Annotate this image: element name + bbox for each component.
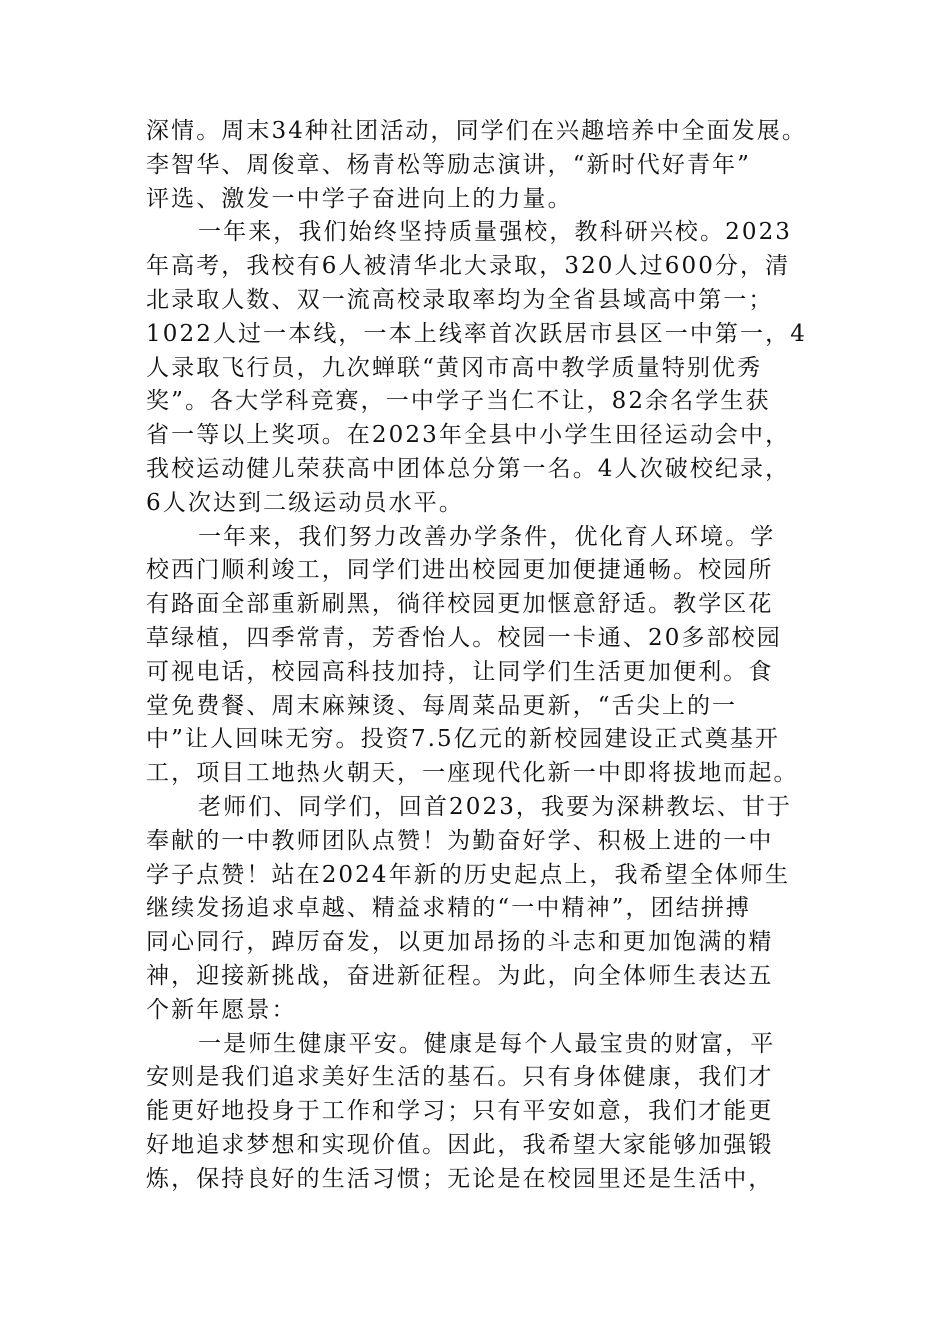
paragraph-3: 一年来，我们努力改善办学条件，优化育人环境。学 校西门顺利竣工，同学们进出校园更加便捷通畅。校园所 有路面全部重新刷黑，徜徉校园更加惬意舒适。教学区花 草绿植，四季常青，芳香怡人。校园一卡通、20多部校园 可视电话，校园高科技加持，让同学们生活更加便利。食 堂免费餐、周末麻辣烫、每周菜品更新，“舌尖上的一 中”让人回味无穷。投资7.5亿元的新校园建设正式奠基开 工，项目工地热火朝天，一座现代化新一中即将拔地而起。 — [146, 523, 799, 787]
paragraph-5: 一是师生健康平安。健康是每个人最宝贵的财富，平 安则是我们追求美好生活的基石。只有身体健康，我们才 能更好地投身于工作和学习；只有平安如意，我们才能更 好地追求梦想和实现价值。因此，我希望大家能够加强锻 炼，保持良好的生活习惯；无论是在校园里还是生活中， — [146, 1030, 776, 1192]
paragraph-1: 深情。周末34种社团活动，同学们在兴趣培养中全面发展。 李智华、周俊章、杨青松等励志演讲，“新时代好青年” 评选、激发一中学子奋进向上的力量。 — [146, 118, 807, 212]
paragraph-4: 老师们、同学们，回首2023，我要为深耕教坛、甘于 奉献的一中教师团队点赞！为勤奋好学、积极上进的一中 学子点赞！站在2024年新的历史起点上，我希望全体师生 继续发扬追求卓越、精益求精的“一中精神”，团结拼搏 同心同行，踔厉奋发，以更加昂扬的斗志和更加饱满的精 神，迎接新挑战，奋进新征程。为此，向全体师生表达五 个新年愿景： — [146, 793, 793, 1023]
paragraph-2: 一年来，我们始终坚持质量强校，教科研兴校。2023 年高考，我校有6人被清华北大录取，320人过600分，清 北录取人数、双一流高校录取率均为全省县域高中第一； 1022人过一本线，一本上线率首次跃居市县区一中第一，4 人录取飞行员，九次蝉联“黄冈市高中教学质量特别优秀 奖”。各大学科竞赛，一中学子当仁不让，82余名学生获 省一等以上奖项。在2023年全县中小学生田径运动会中， 我校运动健儿荣获高中团体总分第一名。4人次破校纪录， 6人次达到二级运动员水平。 — [146, 219, 807, 516]
document-body — [146, 115, 826, 1197]
